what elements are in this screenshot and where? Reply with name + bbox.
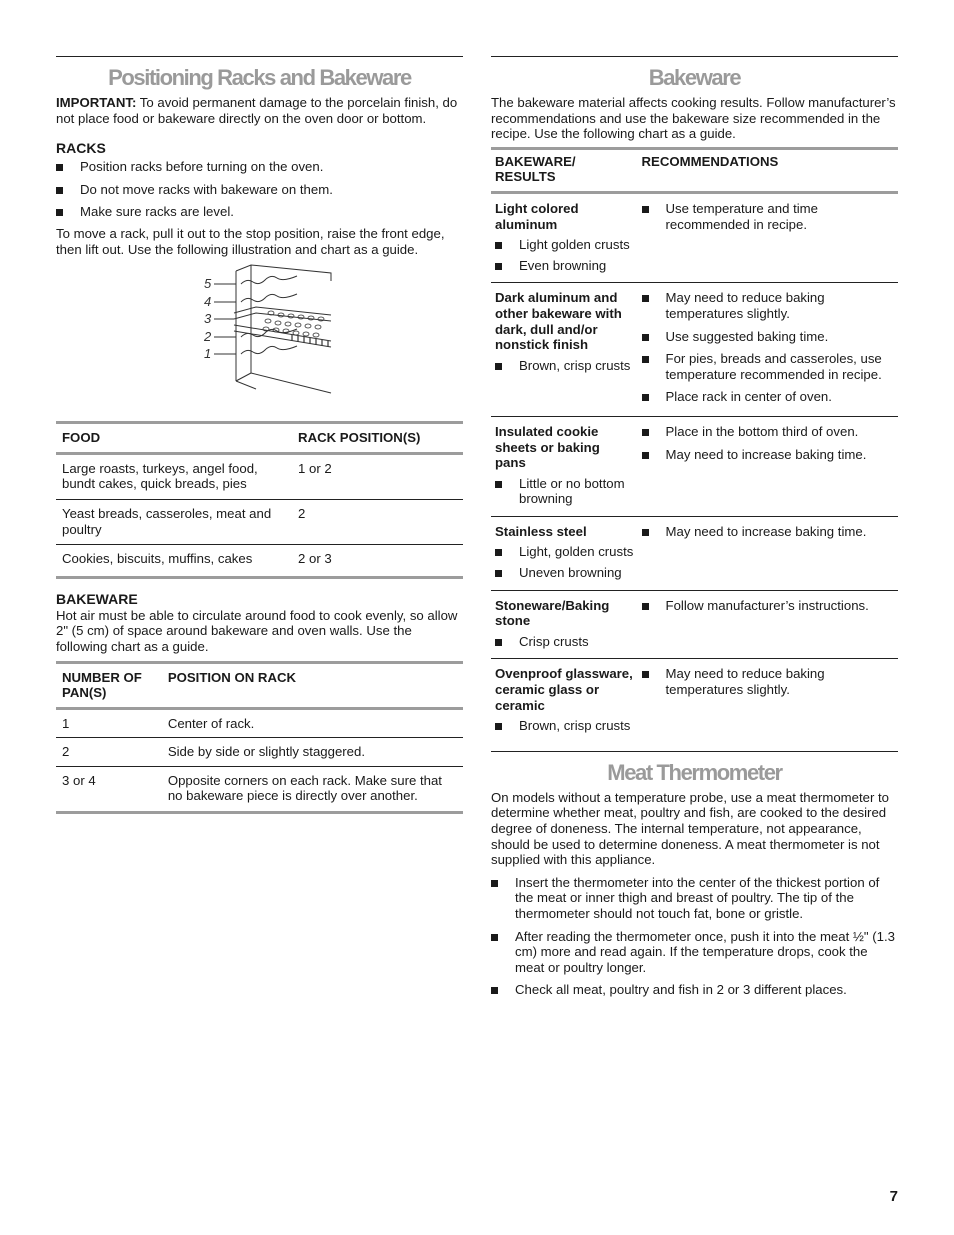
- material-name: Ovenproof glassware, ceramic glass or ceramic: [495, 666, 633, 713]
- list-item: Light, golden crusts: [495, 544, 634, 560]
- list-item: May need to increase baking time.: [642, 524, 894, 540]
- bakeware-intro: The bakeware material affects cooking results. Follow manufacturer’s recommendations and use the bakeware size recommended in the recipe. Use the following chart as a guide.: [491, 95, 896, 142]
- bakeware-paragraph: Hot air must be able to circulate around food to cook evenly, so allow 2" (5 cm) of space around bakeware and oven walls. Use the following chart as a guide.: [56, 607, 458, 654]
- list-item: Brown, crisp crusts: [495, 358, 634, 374]
- recommendations-cell: [638, 416, 898, 516]
- material-cell: [491, 659, 638, 743]
- material-name: Insulated cookie sheets or baking pans: [495, 423, 600, 471]
- table-cell: Center of rack.: [162, 708, 463, 738]
- results-list: [495, 718, 634, 734]
- results-list: [495, 476, 634, 507]
- list-item: Follow manufacturer’s instructions.: [642, 598, 894, 614]
- list-item: May need to reduce baking temperatures slightly.: [642, 290, 894, 321]
- table-row: [56, 453, 463, 499]
- recommendations-list: [642, 524, 894, 540]
- recommendations-list: [642, 201, 894, 232]
- recommendations-list: [642, 666, 894, 697]
- table-header: RACK POSITION(S): [292, 423, 463, 454]
- list-item: May need to reduce baking temperatures slightly.: [642, 666, 894, 697]
- table-cell: 1: [56, 708, 162, 738]
- results-list: [495, 634, 634, 650]
- table-header: BAKEWARE/ RESULTS: [491, 148, 638, 192]
- oven-rack-diagram: [56, 261, 463, 413]
- table-row: [56, 738, 463, 767]
- material-name: Dark aluminum and other bakeware with dark, dull and/or nonstick finish: [495, 290, 622, 353]
- rack-number-2: 2: [204, 329, 212, 345]
- table-cell: 2: [292, 499, 463, 544]
- racks-list: [56, 159, 463, 220]
- list-item: For pies, breads and casseroles, use temperature recommended in recipe.: [642, 351, 894, 382]
- rack-number-3: 3: [204, 311, 212, 327]
- list-item: Little or no bottom browning: [495, 476, 634, 507]
- material-name: Stainless steel: [495, 523, 587, 539]
- important-notice: [56, 95, 463, 126]
- section-divider: [56, 56, 463, 57]
- table-header: NUMBER OF PAN(S): [56, 662, 162, 708]
- pan-position-table: [56, 661, 463, 815]
- list-item: Uneven browning: [495, 565, 634, 581]
- list-item: Use suggested baking time.: [642, 329, 894, 345]
- table-header: FOOD: [56, 423, 292, 454]
- section-divider: [491, 751, 898, 752]
- table-row: [491, 416, 898, 516]
- table-row: [491, 283, 898, 417]
- food-rack-position-table: [56, 421, 463, 579]
- recommendations-cell: [638, 590, 898, 659]
- table-row: [491, 590, 898, 659]
- recommendations-list: [642, 290, 894, 405]
- rack-number-4: 4: [204, 294, 212, 310]
- list-item: Position racks before turning on the oven.: [56, 159, 463, 175]
- section-divider: [491, 56, 898, 57]
- table-cell: Side by side or slightly staggered.: [162, 738, 463, 767]
- list-item: Use temperature and time recommended in recipe.: [642, 201, 894, 232]
- section-title-meat-thermometer: Meat Thermometer: [607, 759, 782, 785]
- table-row: [56, 766, 463, 812]
- table-cell: Large roasts, turkeys, angel food, bundt cakes, quick breads, pies: [56, 453, 292, 499]
- bakeware-recommendations-table: [491, 147, 898, 743]
- table-cell: 2 or 3: [292, 545, 463, 578]
- left-column: [56, 56, 463, 814]
- material-name: Light colored aluminum: [495, 200, 579, 232]
- material-name: Stoneware/Baking stone: [495, 597, 610, 629]
- recommendations-list: [642, 424, 894, 462]
- right-column: [491, 56, 898, 1005]
- page-number: 7: [889, 1188, 898, 1205]
- recommendations-cell: [638, 283, 898, 417]
- table-cell: Opposite corners on each rack. Make sure that no bakeware piece is directly over another.: [162, 766, 463, 812]
- list-item: Place rack in center of oven.: [642, 389, 894, 405]
- table-row: [491, 516, 898, 590]
- material-cell: [491, 416, 638, 516]
- list-item: Check all meat, poultry and fish in 2 or 3 different places.: [491, 982, 898, 998]
- list-item: Make sure racks are level.: [56, 204, 463, 220]
- table-cell: 3 or 4: [56, 766, 162, 812]
- meat-thermometer-list: [491, 875, 898, 998]
- rack-number-1: 1: [204, 346, 212, 362]
- material-cell: [491, 283, 638, 417]
- important-text: To avoid permanent damage to the porcelain finish, do not place food or bakeware directly on the oven door or bottom.: [56, 95, 458, 126]
- table-header: RECOMMENDATIONS: [638, 148, 898, 192]
- section-title-bakeware: Bakeware: [648, 65, 741, 90]
- table-header: POSITION ON RACK: [162, 662, 463, 708]
- table-cell: Yeast breads, casseroles, meat and poultry: [56, 499, 292, 544]
- list-item: Crisp crusts: [495, 634, 634, 650]
- racks-paragraph: To move a rack, pull it out to the stop position, raise the front edge, then lift out. Use the following illustration and chart as a guide.: [56, 225, 445, 257]
- table-row: [56, 499, 463, 544]
- material-cell: [491, 192, 638, 282]
- list-item: May need to increase baking time.: [642, 447, 894, 463]
- list-item: Even browning: [495, 258, 634, 274]
- rack-number-5: 5: [204, 276, 212, 292]
- results-list: [495, 544, 634, 580]
- important-label: IMPORTANT:: [56, 95, 137, 110]
- recommendations-list: [642, 598, 894, 614]
- table-row: [56, 708, 463, 738]
- recommendations-cell: [638, 516, 898, 590]
- recommendations-cell: [638, 192, 898, 282]
- results-list: [495, 358, 634, 374]
- list-item: Insert the thermometer into the center of the thickest portion of the meat or inner thigh and breast of poultry. The tip of the thermometer should not touch fat, bone or gristle.: [491, 875, 898, 922]
- list-item: Place in the bottom third of oven.: [642, 424, 894, 440]
- section-title-positioning-racks: Positioning Racks and Bakeware: [108, 65, 411, 90]
- table-cell: 2: [56, 738, 162, 767]
- bakeware-heading: BAKEWARE: [56, 590, 138, 607]
- list-item: Brown, crisp crusts: [495, 718, 634, 734]
- table-cell: 1 or 2: [292, 453, 463, 499]
- material-cell: [491, 590, 638, 659]
- list-item: Do not move racks with bakeware on them.: [56, 182, 463, 198]
- table-cell: Cookies, biscuits, muffins, cakes: [56, 545, 292, 578]
- table-row: [491, 192, 898, 282]
- meat-thermometer-intro: On models without a temperature probe, use a meat thermometer to determine whether meat, poultry and fish, are cooked to the desired degree of doneness. The internal temperature, not appearance, should be used to determine doneness. A meat thermometer is not supplied with this appliance.: [491, 789, 890, 868]
- table-row: [56, 545, 463, 578]
- list-item: After reading the thermometer once, push it into the meat ½" (1.3 cm) more and read again. If the temperature drops, cook the meat or poultry longer.: [491, 929, 898, 976]
- racks-heading: RACKS: [56, 140, 106, 157]
- list-item: Light golden crusts: [495, 237, 634, 253]
- results-list: [495, 237, 634, 273]
- recommendations-cell: [638, 659, 898, 743]
- table-row: [491, 659, 898, 743]
- rack-positions-illustration: [56, 261, 463, 413]
- material-cell: [491, 516, 638, 590]
